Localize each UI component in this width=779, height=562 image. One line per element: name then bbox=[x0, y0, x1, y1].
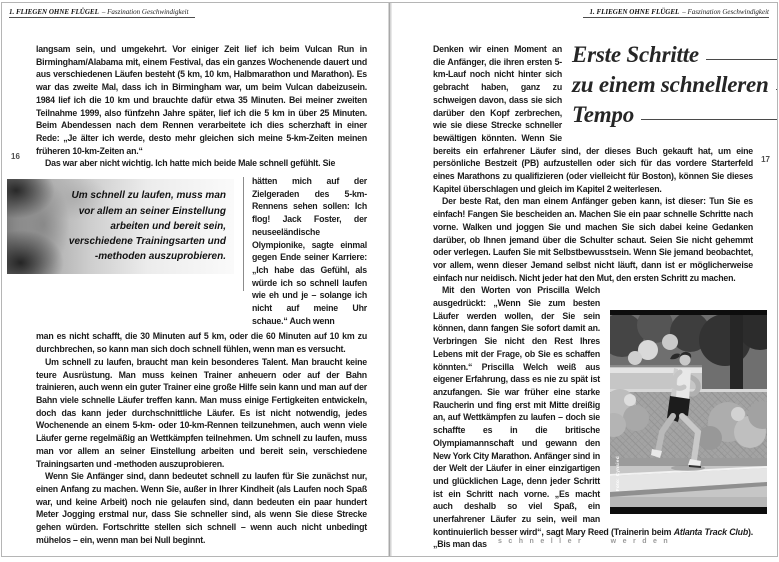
runner-photo-image bbox=[610, 310, 767, 514]
running-head-chapter: 1. FLIEGEN OHNE FLÜGEL bbox=[589, 8, 680, 16]
pull-quote: Um schnell zu laufen, muss man vor allem an seiner Einstellung arbeiten und bereit sein, verschiedene Trainingsarten und -methoden auszuprobieren. bbox=[68, 190, 226, 263]
body-paragraph-with-photo bbox=[433, 284, 753, 551]
running-head-rule bbox=[583, 17, 769, 18]
pull-quote-row bbox=[7, 175, 367, 327]
chapter-title-text: Erste Schritte bbox=[572, 42, 699, 67]
footer-running-title: schneller werden bbox=[498, 538, 675, 545]
body-paragraph: Denken wir einen Moment an die Anfänger, die ihren ersten 5-km-Lauf noch nicht hinter sich gebracht haben, ganz zu schweigen davon, dass sie sich darüber den Kopf zerbrechen, wie sie diese Strecke schneller bewältigen könnten. Wenn Sie bereits ein erfahrener Läufer sind, der dieses Buch gekauft hat, um eine persönliche Bestzeit (PB) aufzustellen oder sich für das vordere Starterfeld eines Marathons zu qualifizieren (oder vielleicht für Boston), können Sie dieses Kapitel überschlagen und gleich im Kapitel 2 weiterlesen. bbox=[433, 44, 753, 194]
title-decorative-rule bbox=[641, 119, 777, 120]
title-decorative-rule bbox=[706, 59, 777, 60]
club-name-italic: Atlanta Track Club bbox=[673, 526, 749, 537]
spread-border bbox=[1, 2, 778, 557]
left-page bbox=[2, 3, 388, 556]
body-paragraph: man es nicht schafft, die 30 Minuten auf 5 km, oder die 60 Minuten auf 10 km zu durchbrechen, so kann man sich doch schnell fühlen, wenn man es versucht. bbox=[36, 331, 367, 355]
photo-credit: Foto: Cynsied bbox=[615, 456, 620, 492]
body-paragraph: Um schnell zu laufen, braucht man kein besonderes Talent. Man braucht keine teure Ausrüstung. Man muss keinen Trainer anheuern oder auf der Bahn trainieren, auch wenn ein guter Trainer eine große Hilfe sein kann und man auf der Bahn viele schnelle Läufer treffen kann. Man muss einige Fertigkeiten entwickeln, doch das kann jeder durchschnittliche Läufer. Es ist nicht notwendig, jedes Wochenende an einem 5-km- oder 10-km-Rennen teilzunehmen, auch wenn viele Läufer gerne regelmäßig an Wettkämpfen teilnehmen. Um schnell zu laufen, muss man vor allem an seiner Einstellung arbeiten und bereit sein, verschiedene Trainingsarten und -methoden auszuprobieren. bbox=[36, 356, 367, 469]
chapter-title-text: zu einem schnelleren bbox=[572, 72, 769, 97]
page-gutter bbox=[388, 3, 392, 556]
running-head-right bbox=[392, 8, 769, 16]
body-paragraph: langsam sein, und umgekehrt. Vor einiger Zeit lief ich beim Vulcan Run in Birmingham/Alabama mit, einem Festival, das ein ganzes Wochenende dauert und aus verschiedenen Läufen besteht (5 km, 10 km, Halbmarathon und Marathon). Es war das zweite Mal, dass ich in Birmingham war, um beim Vulcan dabeizusein. 1984 lief ich die 10 km und brauchte dafür etwa 35 Minuten. Bei meiner zweiten Teilnahme 1999, also fünfzehn Jahre später, lief ich die 5 km in über 25 Minuten. Beim Abendessen nach dem Rennen verarbeitete ich dies scherzhaft in einer Rede: „Je älter ich werde, desto mehr gleichen sich meine 5-km-Zeiten meinen früheren 10-km-Zeiten an.“ bbox=[36, 44, 367, 156]
running-head-chapter: 1. FLIEGEN OHNE FLÜGEL bbox=[9, 8, 99, 16]
chapter-title-block bbox=[572, 40, 777, 130]
right-page bbox=[392, 3, 777, 556]
page-number-left: 16 bbox=[11, 152, 20, 161]
body-paragraph: hätten mich auf der Zielgeraden des 5-km-Rennens sehen sollen: Ich flog! Jack Foster, der neuseeländische Olympionike, sagte einmal gegen Ende seiner Karriere: „Ich habe das Gefühl, als würde ich so schnell laufen wie eh und je – solange ich nicht auf meine Uhr schaue.“ Auch wenn bbox=[252, 176, 367, 326]
body-paragraph: Das war aber nicht wichtig. Ich hatte mich beide Male schnell gefühlt. Sie bbox=[45, 158, 336, 169]
page-number-right: 17 bbox=[761, 155, 770, 164]
chapter-title-text: Tempo bbox=[572, 102, 635, 127]
running-head-subtitle: – Faszination Geschwindigkeit bbox=[682, 8, 769, 16]
runner-photo bbox=[610, 310, 767, 514]
body-paragraph: Wenn Sie Anfänger sind, dann bedeutet schnell zu laufen für Sie zunächst nur, einen Anfang zu machen. Wenn Sie, außer in Ihrer Kindheit (als Laufen noch Spaß war, und keine Arbeit) noch nie gelaufen sind, dann bedeuten ein paar hundert Meter Jogging erstmal nur, dass Sie schneller sind, als wenn Sie diese Strecke gehen würden. Fortschritte stellen sich schnell – wenn auch nicht unbedingt mühelos – ein, wenn man bei Null beginnt. bbox=[36, 471, 367, 545]
body-paragraph: ). „Bis man das bbox=[433, 526, 753, 550]
chapter-title-line-3 bbox=[572, 100, 777, 130]
running-head-left bbox=[9, 8, 388, 16]
pull-quote-divider bbox=[243, 177, 244, 291]
running-head-subtitle: – Faszination Geschwindigkeit bbox=[101, 8, 189, 16]
pull-quote-box bbox=[7, 179, 234, 274]
title-decorative-rule bbox=[776, 89, 777, 90]
body-paragraph: Der beste Rat, den man einem Anfänger geben kann, ist dieser: Tun Sie es einfach! Fangen Sie bescheiden an. Machen Sie ein paar schnelle Schritte nach vorne. Walken und joggen Sie und machen Sie sich dabei keine Gedanken darüber, ob Ihnen jemand über die Schulter schaut. Seien Sie nicht gehemmt oder verlegen. Laufen Sie mit Selbstbewusstsein. Wenn Sie jemand beobachtet, vor allem, wenn dieser Jemand selbst nicht läuft, dann ist er möglicherweise einfach nur neidisch. Nicht jeder hat den Mut, den ersten Schritt zu machen. bbox=[433, 196, 753, 283]
body-paragraph: Mit den Worten von Priscilla Welch ausgedrückt: „Wenn Sie zum besten Läufer werden wollen, der Sie sein können, dann fangen Sie sofort damit an. Verbringen Sie nicht den Rest Ihres Lebens mit der Frage, ob Sie es schaffen könnten.“ Priscilla Welch weiß aus eigener Erfahrung, dass es nie zu spät ist anzufangen. Sie war früher eine starke Raucherin und fing erst mit Mitte dreißig an, auf Wettkämpfen zu laufen – doch sie schaffte es in die britische Olympiamannschaft und gewann den New York City Marathon. Anfänger sind in der Welt der Läufer in einer einzigartigen und glücklichen Lage, denn jeder Schritt ist ein Schritt nach vorne. „Es macht auch deshalb so viel Spaß, ein unerfahrener Läufer zu sein, weil man kontinuierlich besser wird“, sagt Mary Reed (Trainerin beim bbox=[433, 285, 674, 537]
chapter-title-line-2 bbox=[572, 70, 777, 100]
running-head-rule bbox=[9, 17, 195, 18]
chapter-title-line-1 bbox=[572, 40, 777, 70]
